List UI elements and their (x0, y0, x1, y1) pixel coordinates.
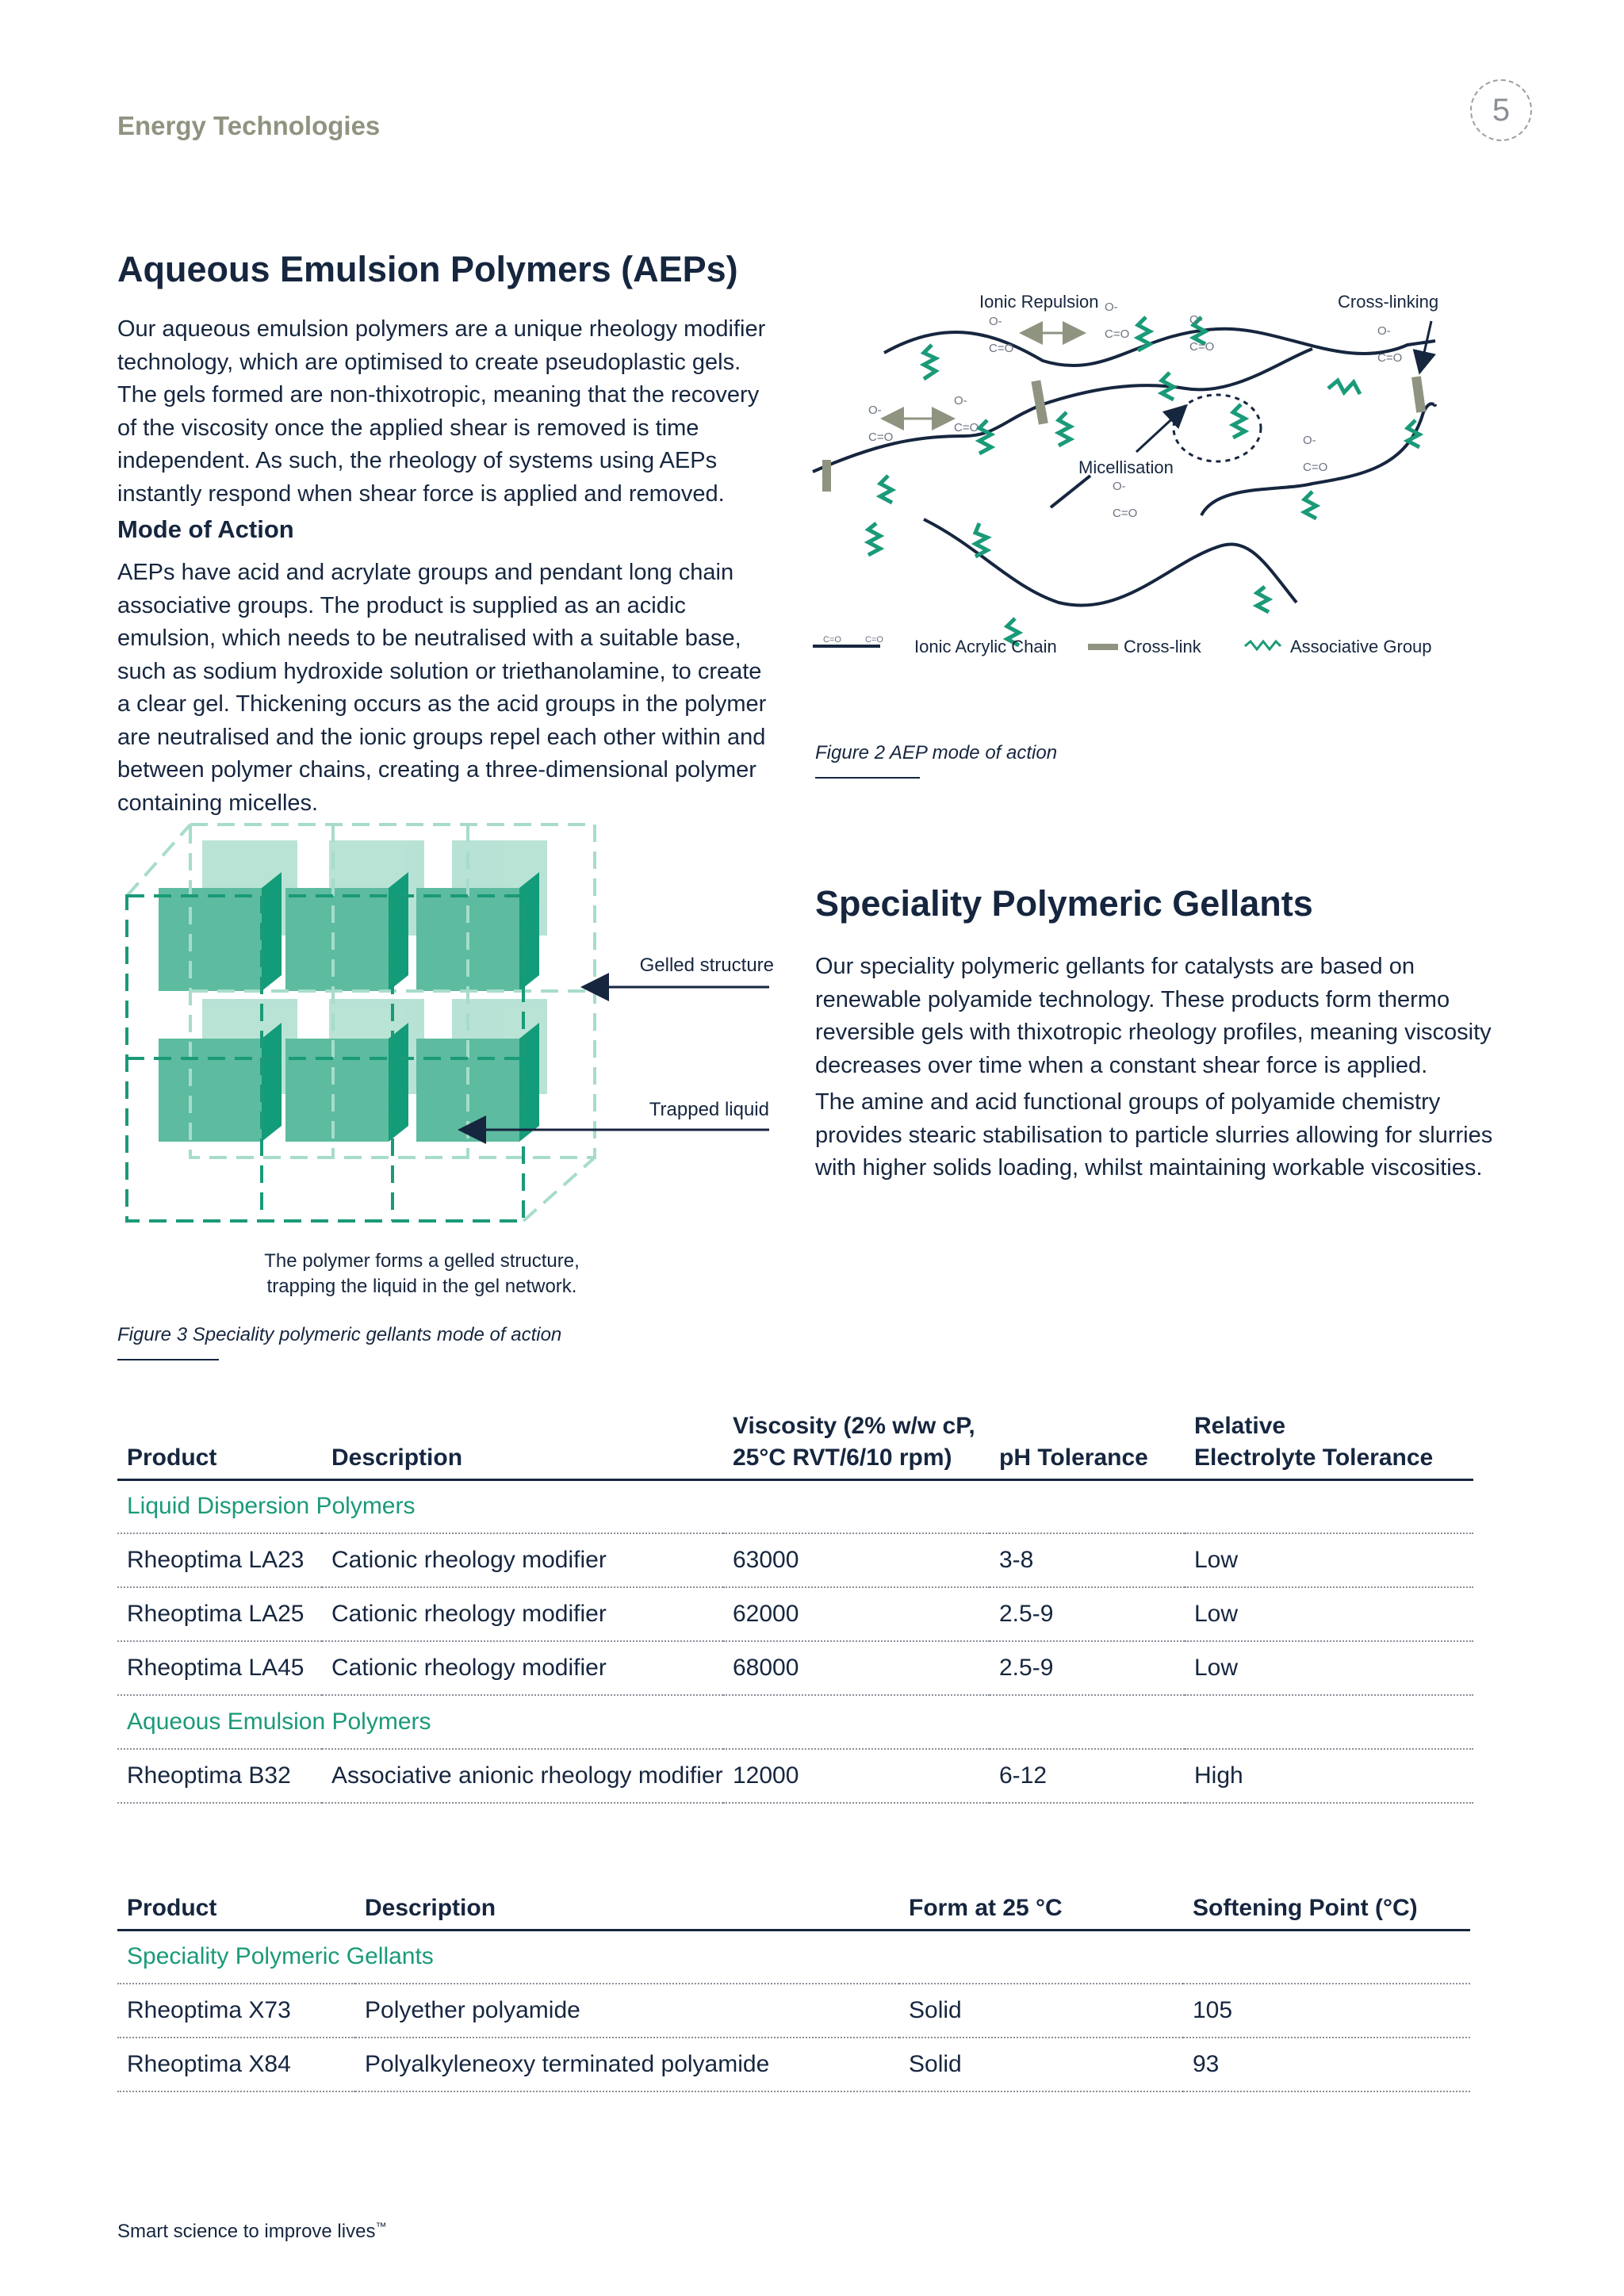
table-row: Rheoptima B32 Associative anionic rheology modifier 12000 6-12 High (117, 1749, 1473, 1803)
mode-of-action-heading: Mode of Action (117, 515, 294, 543)
table-row: Rheoptima X73 Polyether polyamide Solid 105 (117, 1984, 1470, 2038)
svg-text:C=O: C=O (954, 421, 979, 434)
figure-3-note-line2: trapping the liquid in the gel network. (266, 1276, 577, 1297)
col-softening-point: Softening Point (°C) (1183, 1869, 1470, 1930)
svg-text:O-: O- (1303, 434, 1316, 447)
svg-text:O-: O- (1377, 324, 1391, 338)
svg-text:C=O: C=O (1303, 461, 1328, 474)
figure-3-note-line1: The polymer forms a gelled structure, (264, 1250, 580, 1272)
product-table-dispersion-emulsion (117, 1403, 1473, 1804)
spg-paragraph-2: The amine and acid functional groups of polyamide chemistry provides stearic stabilisation to particle slurries allowing for slurries with higher solids loading, whilst maintaining workable viscosities. (815, 1089, 1493, 1181)
legend-cross-link: Cross-link (1124, 637, 1201, 656)
spg-title: Speciality Polymeric Gellants (815, 883, 1313, 924)
svg-text:C=O: C=O (1377, 351, 1403, 365)
svg-text:O-: O- (1189, 313, 1203, 327)
mode-of-action-text: AEPs have acid and acrylate groups and pendant long chain associative groups. The product is supplied as an acidic emulsion, which needs to be neutralised with a suitable base, such as sodium hydroxide solution or triethanolamine, to create a clear gel. Thickening occurs as the acid groups in the polymer are neutralised and the ionic groups repel each other within and between polymer chains, creating a three-dimensional polymer containing micelles. (117, 560, 767, 816)
col-description: Description (355, 1869, 899, 1930)
product-table-gellants (117, 1869, 1470, 2092)
footer-tagline: Smart science to improve lives™ (117, 2220, 387, 2242)
associative-groups (868, 317, 1419, 645)
svg-text:O-: O- (989, 315, 1002, 328)
svg-text:C=O: C=O (989, 342, 1014, 355)
svg-text:O-: O- (868, 404, 882, 417)
section-label: Energy Technologies (117, 111, 381, 140)
group-row: Speciality Polymeric Gellants (117, 1930, 1470, 1984)
svg-text:C=O: C=O (1105, 327, 1130, 341)
table-row: Rheoptima LA45 Cationic rheology modifier 68000 2.5-9 Low (117, 1641, 1473, 1695)
table-row: Rheoptima LA25 Cationic rheology modifier 62000 2.5-9 Low (117, 1587, 1473, 1641)
figure-2-caption: Figure 2 AEP mode of action (815, 742, 1058, 763)
spg-paragraph-1: Our speciality polymeric gellants for catalysts are based on renewable polyamide technology. These products form thermo reversible gels with thixotropic rheology profiles, meaning viscosity decreases over time when a constant shear force is applied. (815, 954, 1492, 1078)
table-header-row (117, 1869, 1470, 1930)
micellisation-label: Micellisation (1078, 457, 1174, 477)
svg-text:C=O: C=O (1189, 340, 1215, 354)
col-ph-tolerance: pH Tolerance (990, 1403, 1185, 1479)
group-row: Liquid Dispersion Polymers (117, 1479, 1473, 1533)
ionic-repulsion-label: Ionic Repulsion (979, 292, 1099, 312)
legend-ionic-chain: Ionic Acrylic Chain (914, 637, 1057, 656)
figure-3-caption: Figure 3 Speciality polymeric gellants mode of action (117, 1324, 562, 1345)
svg-text:C=O: C=O (823, 635, 841, 645)
col-electrolyte-tolerance: Relative Electrolyte Tolerance (1185, 1403, 1473, 1479)
svg-text:C=O: C=O (868, 430, 894, 444)
figure-2-caption-rule (815, 777, 920, 779)
gellant-mode-of-action-diagram (111, 809, 801, 1308)
figure-3-caption-rule (117, 1359, 219, 1360)
group-row: Aqueous Emulsion Polymers (117, 1695, 1473, 1749)
svg-text:O-: O- (1105, 300, 1118, 314)
cross-linking-label: Cross-linking (1338, 292, 1439, 312)
col-viscosity: Viscosity (2% w/w cP, 25°C RVT/6/10 rpm) (723, 1403, 990, 1479)
table-row: Rheoptima LA23 Cationic rheology modifier 63000 3-8 Low (117, 1533, 1473, 1587)
svg-text:O-: O- (954, 394, 967, 408)
aep-title: Aqueous Emulsion Polymers (AEPs) (117, 249, 738, 289)
col-product: Product (117, 1403, 322, 1479)
svg-text:C=O: C=O (1113, 507, 1138, 520)
page-number: 5 (1470, 79, 1532, 141)
trapped-liquid-label: Trapped liquid (649, 1099, 769, 1120)
diagram-legend (813, 635, 1432, 656)
legend-associative-group: Associative Group (1290, 637, 1432, 656)
micelle (1174, 395, 1261, 461)
table-header-row (117, 1403, 1473, 1479)
svg-text:O-: O- (1113, 480, 1126, 493)
table-row: Rheoptima X84 Polyalkyleneoxy terminated polyamide Solid 93 (117, 2038, 1470, 2091)
aep-mode-of-action-diagram (805, 285, 1439, 698)
col-form: Form at 25 °C (899, 1869, 1183, 1930)
col-description: Description (322, 1403, 723, 1479)
svg-text:C=O: C=O (865, 635, 883, 645)
aep-intro: Our aqueous emulsion polymers are a unique rheology modifier technology, which are optimised to create pseudoplastic gels. The gels formed are non-thixotropic, meaning that the recovery of the viscosity once the applied shear is removed is time independent. As such, the rheology of systems using AEPs instantly respond when shear force is applied and removed. (117, 316, 766, 507)
gelled-structure-label: Gelled structure (639, 955, 774, 976)
col-product: Product (117, 1869, 355, 1930)
